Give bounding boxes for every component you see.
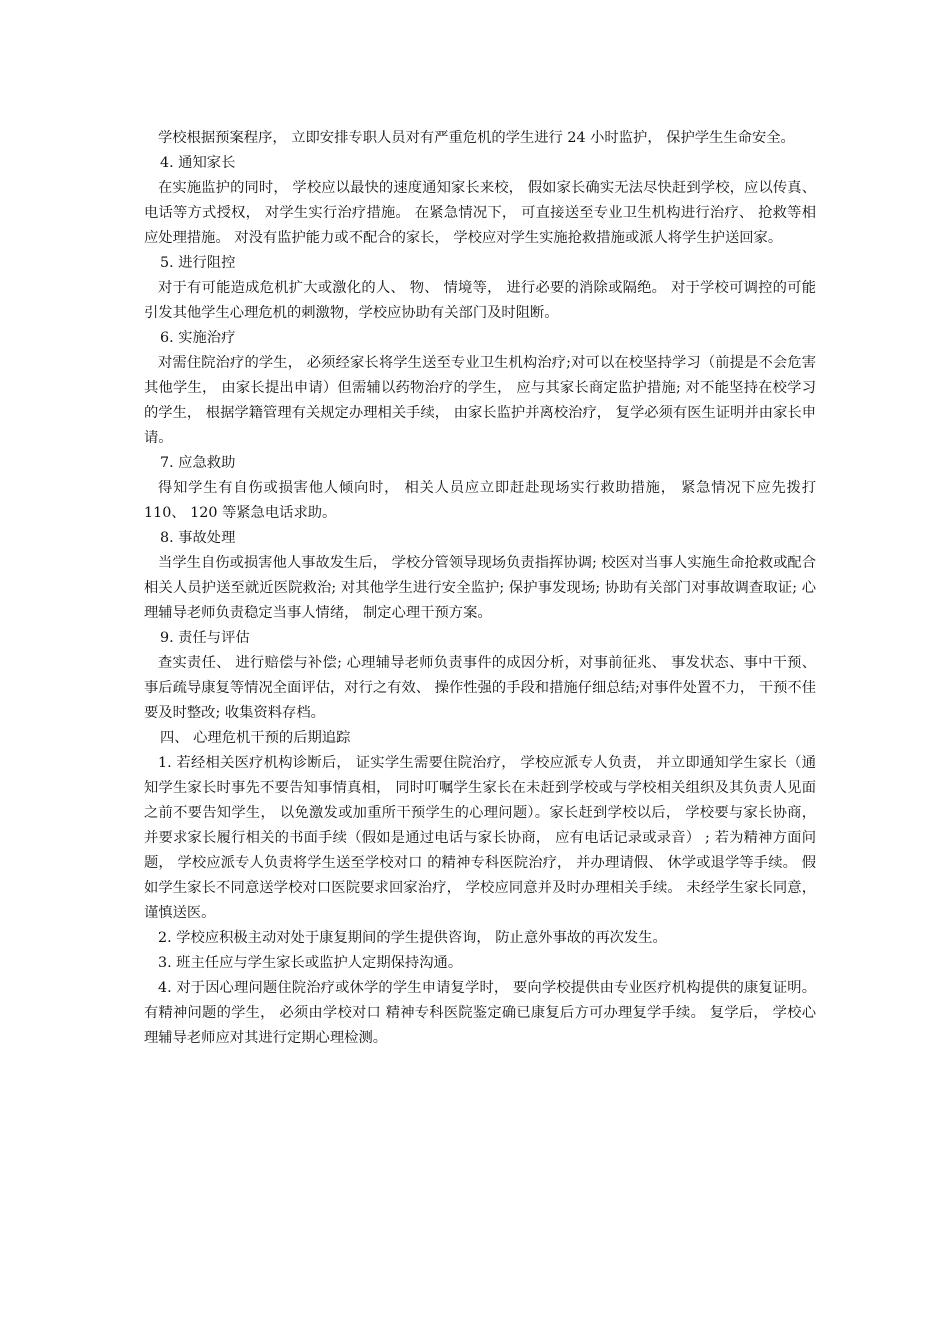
paragraph-follow-up-4: 4. 对于因心理问题住院治疗或休学的学生申请复学时， 要向学校提供由专业医疗机构提供的康复证明。 有精神问题的学生， 必须由学校对口 精神专科医院鉴定确已康复后方可办理复学手续。 复学后， 学校心理辅导老师应对其进行定期心理检测。: [144, 980, 821, 1046]
paragraph-notify-parents: 在实施监护的同时， 学校应以最快的速度通知家长来校， 假如家长确实无法尽快赶到学校，应以传真、 电话等方式授权， 对学生实行治疗措施。 在紧急情况下， 可直接送至专业卫生机构进行治疗、 抢救等相应处理措施。 对没有监护能力或不配合的家长， 学校应对学生实施抢救措施或派人将学生护送回家。: [144, 180, 821, 246]
paragraph-accident-handling: 当学生自伤或损害他人事故发生后， 学校分管领导现场负责指挥协调; 校医对当事人实施生命抢救或配合相关人员护送至就近医院救治; 对其他学生进行安全监护; 保护事发现场; 协助有关部门对事故调查取证; 心理辅导老师负责稳定当事人情绪， 制定心理干预方案。: [144, 555, 816, 621]
paragraph-treatment: 对需住院治疗的学生， 必须经家长将学生送至专业卫生机构治疗;对可以在校坚持学习（前提是不会危害其他学生， 由家长提出申请）但需辅以药物治疗的学生， 应与其家长商定监护措施; 对不能坚持在校学习的学生， 根据学籍管理有关规定办理相关手续， 由家长监护并离校治疗， 复学必须有医生证明并由家长申 请。: [144, 355, 821, 446]
heading-responsibility: 9. 责任与评估: [160, 630, 250, 646]
heading-emergency-rescue: 7. 应急救助: [160, 455, 236, 471]
paragraph-follow-up-1: 1. 若经相关医疗机构诊断后， 证实学生需要住院治疗， 学校应派专人负责， 并立即通知学生家长（通知学生家长时事先不要告知事情真相， 同时叮嘱学生家长在未赶到学校或与学校相关组织及其负责人见面之前不要告知学生， 以免激发或加重所干预学生的心理问题）。家长赶到学校以后， 学校要与家长协商， 并要求家长履行相关的书面手续（假如是通过电话与家长协商， 应有电话记录或录音） ; 若为精神方面问题， 学校应派专人负责将学生送至学校对口 的精神专科医院治疗， 并办理请假、 休学或退学等手续。 假如学生家长不同意送学校对口医院要求回家治疗， 学校应同意并及时办理相关手续。 未经学生家长同意， 谨慎送医。: [144, 755, 821, 921]
paragraph-monitoring: 学校根据预案程序， 立即安排专职人员对有严重危机的学生进行 24 小时监护， 保护学生生命安全。: [158, 130, 795, 146]
section-heading-follow-up: 四、 心理危机干预的后期追踪: [160, 730, 351, 746]
paragraph-responsibility: 查实责任、 进行赔偿与补偿; 心理辅导老师负责事件的成因分析，对事前征兆、 事发状态、事中干预、 事后疏导康复等情况全面评估，对行之有效、 操作性强的手段和措施仔细总结;对事件处置不力， 干预不佳要及时整改; 收集资料存档。: [144, 655, 821, 721]
heading-accident-handling: 8. 事故处理: [160, 530, 236, 546]
document-body: [144, 126, 821, 1051]
heading-notify-parents: 4. 通知家长: [160, 155, 236, 171]
paragraph-follow-up-2: 2. 学校应积极主动对处于康复期间的学生提供咨询， 防止意外事故的再次发生。: [158, 930, 667, 946]
paragraph-block-control: 对于有可能造成危机扩大或激化的人、 物、 情境等， 进行必要的消除或隔绝。 对于学校可调控的可能引发其他学生心理危机的刺激物，学校应协助有关部门及时阻断。: [144, 280, 816, 321]
heading-block-control: 5. 进行阻控: [160, 255, 236, 271]
paragraph-emergency-rescue: 得知学生有自伤或损害他人倾向时， 相关人员应立即赶赴现场实行救助措施， 紧急情况下应先拨打 110、 120 等紧急电话求助。: [144, 480, 821, 521]
heading-treatment: 6. 实施治疗: [160, 330, 236, 346]
paragraph-follow-up-3: 3. 班主任应与学生家长或监护人定期保持沟通。: [158, 955, 463, 971]
